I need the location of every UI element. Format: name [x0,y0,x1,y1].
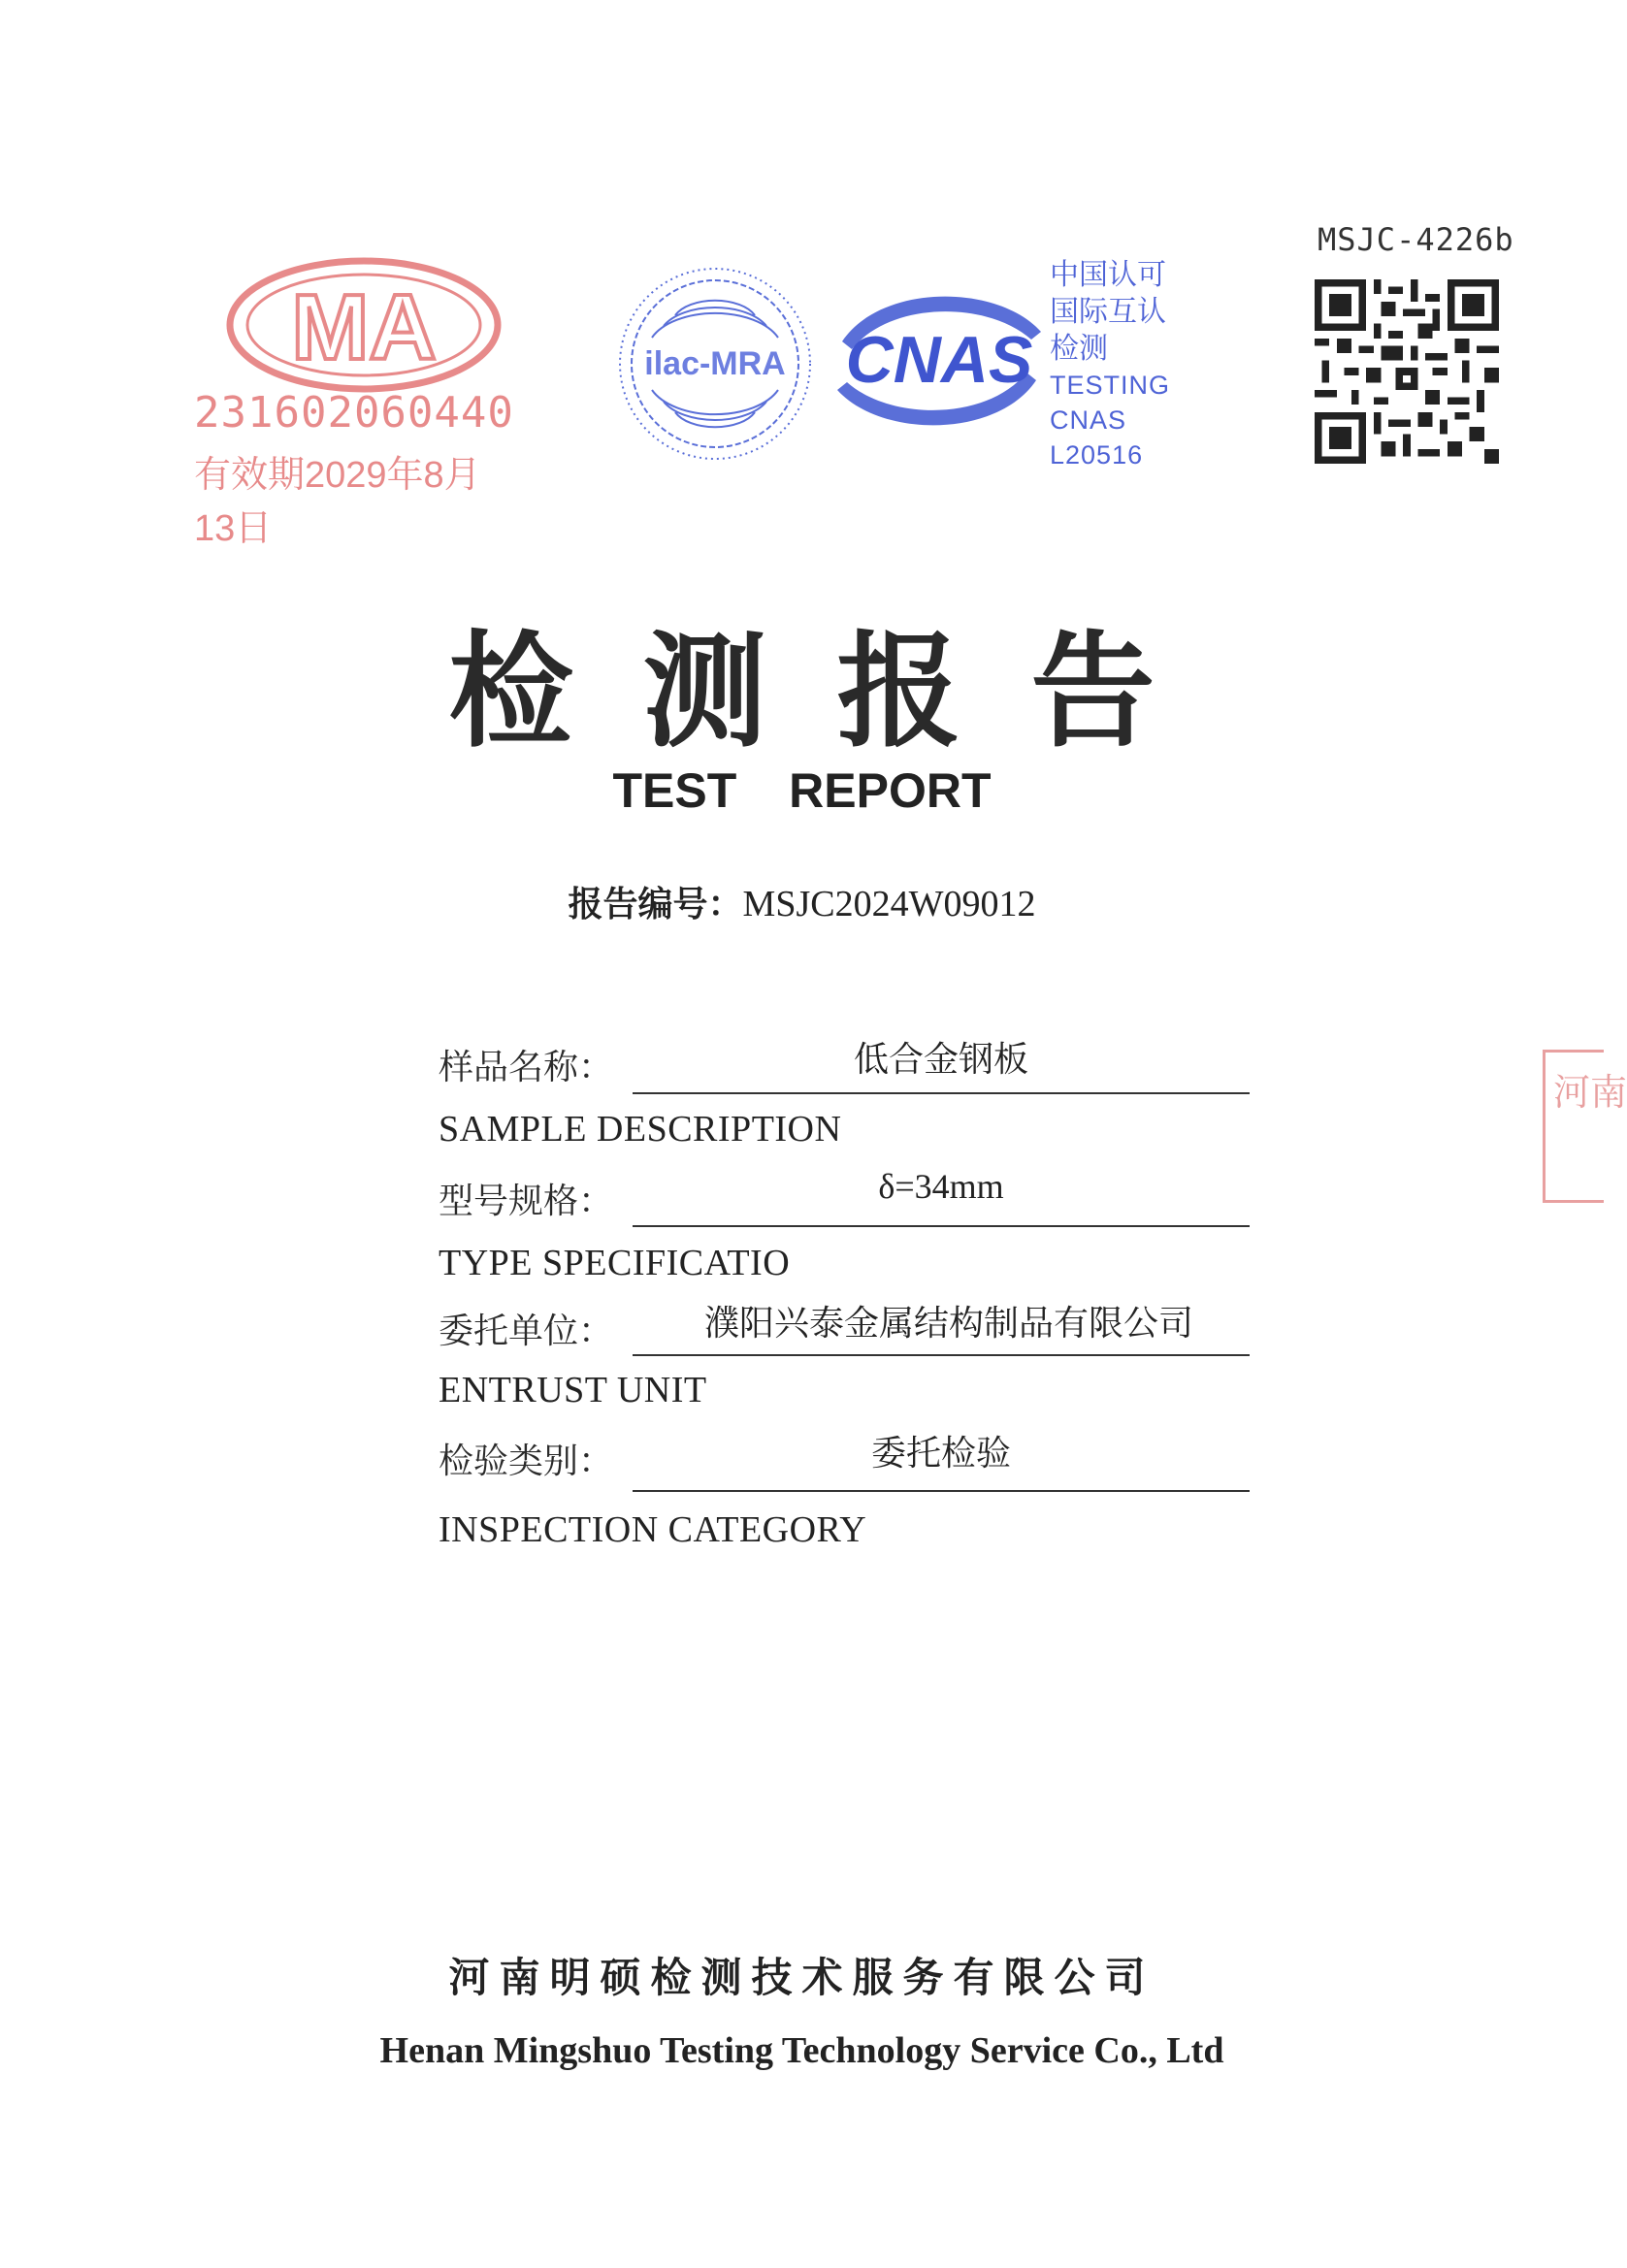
entrust-unit-label: 委托单位： [439,1312,614,1351]
cnas-logo-text: CNAS [845,323,1033,397]
form-number: MSJC-4226b [1318,221,1514,258]
entrust-unit-en-label: ENTRUST UNIT [439,1370,707,1410]
cnas-text-block [1050,257,1215,472]
cnas-line-3: 检测 [1050,333,1108,365]
cnas-testing: TESTING [1050,371,1171,400]
cma-validity: 有效期2029年8月13日 [194,455,481,549]
edge-seal-text: 河南 [1553,1071,1627,1114]
qr-code-icon[interactable] [1315,279,1499,464]
inspection-category-label: 检验类别： [439,1442,614,1481]
report-number-value: MSJC2024W09012 [742,884,1036,924]
cma-logo-icon [223,252,504,398]
inspection-category-underline [633,1490,1250,1492]
cma-letters: MA [291,275,437,379]
report-number-label: 报告编号： [568,885,743,924]
company-name-cn: 河南明硕检测技术服务有限公司 [448,1954,1155,2001]
type-spec-value: δ=34mm [878,1167,1004,1206]
sample-name-underline [633,1092,1250,1094]
cnas-line-2: 国际互认 [1050,296,1166,328]
inspection-category-value: 委托检验 [870,1434,1011,1474]
cma-number: 231602060440 [194,388,514,437]
sample-description-label: SAMPLE DESCRIPTION [439,1109,842,1150]
type-spec-underline [633,1225,1250,1227]
entrust-unit-value: 濮阳兴泰金属结构制品有限公司 [703,1304,1193,1344]
cnas-logo-icon [823,274,1056,448]
cnas-code: CNAS L20516 [1050,405,1144,470]
report-number [0,877,1604,926]
entrust-unit-underline [633,1354,1250,1356]
sample-name-label: 样品名称： [439,1048,614,1087]
ilac-mra-logo-icon [613,262,817,466]
sample-name-value: 低合金钢板 [853,1040,1028,1080]
type-specification-label: TYPE SPECIFICATIO [439,1243,791,1283]
ilac-text: ilac-MRA [644,345,786,382]
edge-seal-stamp [1543,1050,1627,1203]
title-cn: 检测报告 [448,619,1225,764]
company-name-en: Henan Mingshuo Testing Technology Service Co., Ltd [379,2030,1224,2071]
type-spec-label: 型号规格： [439,1182,614,1221]
cma-seal [194,252,514,549]
inspection-category-en-label: INSPECTION CATEGORY [439,1509,867,1550]
title-en: TEST REPORT [612,763,992,818]
cnas-line-1: 中国认可 [1050,259,1166,291]
